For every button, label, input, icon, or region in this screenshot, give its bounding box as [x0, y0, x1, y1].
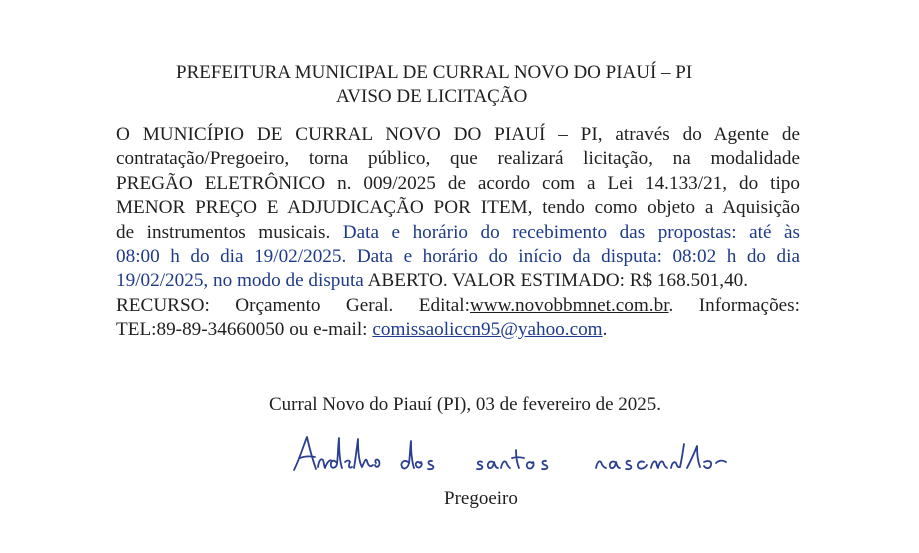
notice-title: AVISO DE LICITAÇÃO: [336, 86, 528, 107]
handwritten-signature: [290, 432, 730, 478]
body-line-1: O MUNICÍPIO DE CURRAL NOVO DO PIAUÍ – PI, através do Agente de: [116, 124, 800, 145]
edital-link[interactable]: www.novobbmnet.com.br: [469, 294, 669, 316]
body-line-7-end: ABERTO. VALOR ESTIMADO: R$ 168.501,40.: [367, 270, 749, 292]
body-line-8-start: RECURSO: Orçamento Geral. Edital:: [116, 294, 470, 316]
body-line-3: PREGÃO ELETRÔNICO n. 009/2025 de acordo com a Lei 14.133/21, do tipo: [116, 172, 800, 194]
body-line-8-end: . Informações:: [668, 294, 800, 316]
signer-role: Pregoeiro: [444, 488, 518, 509]
body-line-2: contratação/Pregoeiro, torna público, que realizará licitação, na modalidade: [116, 148, 800, 170]
municipality-heading: PREFEITURA MUNICIPAL DE CURRAL NOVO DO PIAUÍ – PI: [176, 62, 693, 83]
notice-body: [116, 123, 800, 343]
city-date-line: Curral Novo do Piauí (PI), 03 de fevereiro de 2025.: [269, 394, 662, 415]
body-line-9-start: TEL:89-89-34660050 ou e-mail:: [116, 319, 368, 341]
body-line-7-start: 19/02/2025, no modo de disputa: [116, 270, 364, 292]
body-line-9-end: .: [602, 319, 608, 341]
body-line-9: [116, 318, 800, 342]
body-line-5-dates: Data e horário do recebimento das propostas: até às: [342, 221, 800, 243]
email-link[interactable]: comissaoliccn95@yahoo.com: [372, 319, 603, 341]
body-line-5-start: de instrumentos musicais.: [116, 221, 331, 243]
body-line-8: [116, 294, 800, 318]
body-line-7: [116, 269, 800, 293]
body-line-6: 08:00 h do dia 19/02/2025. Data e horário do início da disputa: 08:02 h do dia: [116, 246, 800, 268]
body-line-4: MENOR PREÇO E ADJUDICAÇÃO POR ITEM, tendo como objeto a Aquisição: [116, 197, 800, 219]
body-line-5: [116, 221, 800, 245]
